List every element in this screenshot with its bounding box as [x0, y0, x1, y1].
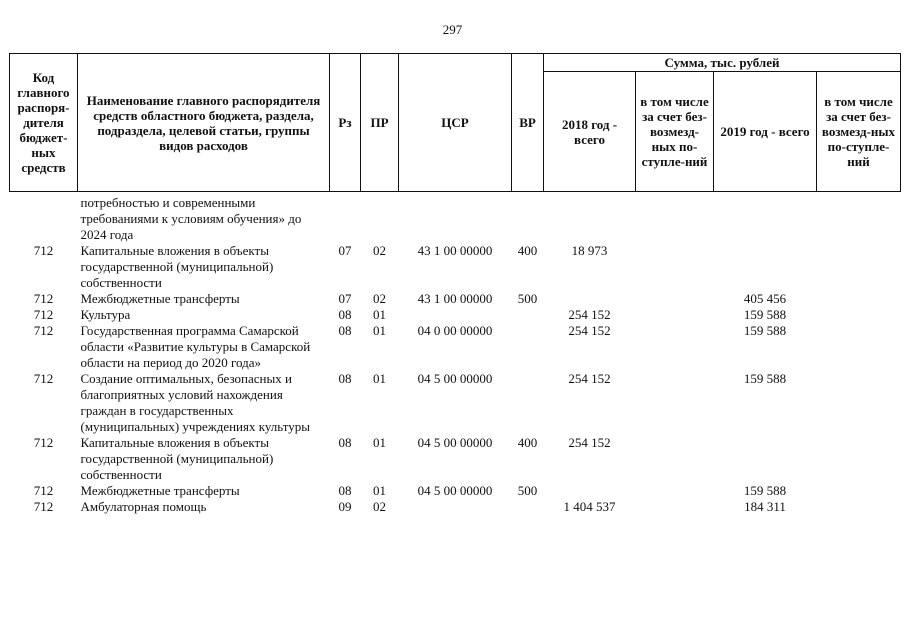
row-rz: 08 [338, 435, 352, 450]
row-2019-total [714, 435, 817, 483]
header-sum: Сумма, тыс. рублей [544, 54, 901, 72]
header-pr: ПР [361, 54, 399, 192]
row-2018-total: 254 152 [568, 307, 611, 322]
row-code: 712 [33, 243, 54, 258]
row-csr: 04 5 00 00000 [417, 371, 493, 386]
row-vr: 400 [517, 435, 538, 450]
row-name: потребностью и современными требованиями к условиям обучения» до 2024 года [80, 195, 302, 242]
row-vr [512, 307, 544, 323]
row-2019-free [817, 483, 901, 499]
row-2019-total: 184 311 [744, 499, 786, 514]
row-name: Межбюджетные трансферты [80, 291, 240, 306]
row-name: Культура [80, 307, 131, 322]
row-pr: 01 [373, 371, 386, 386]
row-csr [399, 499, 512, 515]
row-2019-total: 159 588 [743, 323, 787, 338]
row-2019-free [817, 371, 901, 435]
row-rz [330, 192, 361, 244]
row-csr: 04 5 00 00000 [417, 435, 493, 450]
row-code: 712 [33, 499, 54, 514]
row-code: 712 [33, 323, 54, 338]
row-rz: 08 [338, 307, 352, 322]
row-2018-free [636, 323, 714, 371]
row-code: 712 [33, 371, 54, 386]
row-2018-free [636, 483, 714, 499]
header-2019-free: в том числе за счет без-возмезд-ных по-ступле-ний [817, 72, 901, 192]
header-rz: Рз [330, 54, 361, 192]
row-2019-free [817, 291, 901, 307]
row-rz: 09 [338, 499, 352, 514]
row-rz: 07 [338, 291, 352, 306]
row-rz: 08 [338, 323, 352, 338]
table-row [10, 435, 901, 483]
table-row [10, 243, 901, 291]
row-2018-total: 254 152 [568, 323, 611, 338]
page-number: 297 [442, 22, 463, 37]
row-csr: 43 1 00 00000 [417, 243, 493, 258]
row-name: Государственная программа Самарской области «Развитие культуры в Самарской области на период до 2020 года» [80, 323, 311, 370]
row-name: Капитальные вложения в объекты государственной (муниципальной) собственности [80, 435, 274, 482]
row-2018-total: 254 152 [568, 435, 611, 450]
row-pr: 01 [373, 435, 386, 450]
table-row [10, 192, 901, 244]
row-2018-total [544, 291, 636, 307]
row-2018-total: 1 404 537 [563, 499, 616, 514]
table-body [10, 192, 901, 516]
row-2019-total [714, 192, 817, 244]
row-code: 712 [33, 291, 54, 306]
row-2018-free [636, 291, 714, 307]
header-2018-free: в том числе за счет без-возмезд-ных по-ступле-ний [636, 72, 714, 192]
row-2018-free [636, 371, 714, 435]
header-vr: ВР [512, 54, 544, 192]
row-pr: 02 [373, 243, 386, 258]
row-2019-free [817, 499, 901, 515]
row-vr [512, 371, 544, 435]
row-name: Создание оптимальных, безопасных и благоприятных условий нахождения граждан в государственных (муниципальных) учреждениях культуры [80, 371, 310, 434]
row-2019-total: 159 588 [743, 483, 787, 498]
row-2019-total: 159 588 [743, 371, 787, 386]
budget-table [9, 53, 901, 515]
header-name: Наименование главного распорядителя средств областного бюджета, раздела, подраздела, целевой статьи, группы видов расходов [78, 54, 330, 192]
row-2019-total: 159 588 [743, 307, 787, 322]
row-pr: 01 [373, 483, 386, 498]
row-2019-free [817, 435, 901, 483]
table-row [10, 499, 901, 515]
row-2018-total [544, 483, 636, 499]
row-rz: 07 [338, 243, 352, 258]
row-pr [361, 192, 399, 244]
row-code: 712 [33, 435, 54, 450]
row-rz: 08 [338, 483, 352, 498]
table-row [10, 307, 901, 323]
row-2019-free [817, 243, 901, 291]
row-2019-free [817, 307, 901, 323]
row-2019-total: 405 456 [743, 291, 787, 306]
row-vr: 500 [517, 291, 538, 306]
row-2018-free [636, 499, 714, 515]
row-pr: 01 [373, 323, 386, 338]
row-csr: 04 0 00 00000 [417, 323, 493, 338]
row-2018-total [544, 192, 636, 244]
row-vr: 400 [517, 243, 538, 258]
row-csr: 43 1 00 00000 [417, 291, 493, 306]
row-vr [512, 323, 544, 371]
table-row [10, 323, 901, 371]
row-name: Амбулаторная помощь [80, 499, 207, 514]
row-2018-free [636, 243, 714, 291]
row-csr: 04 5 00 00000 [417, 483, 493, 498]
table-row [10, 371, 901, 435]
row-2019-free [817, 323, 901, 371]
row-pr: 02 [373, 499, 386, 514]
row-2018-free [636, 192, 714, 244]
header-csr: ЦСР [399, 54, 512, 192]
header-2019-total: 2019 год - всего [714, 72, 817, 192]
row-rz: 08 [338, 371, 352, 386]
row-pr: 01 [373, 307, 386, 322]
row-2019-free [817, 192, 901, 244]
row-code: 712 [33, 307, 54, 322]
row-2018-total: 254 152 [568, 371, 611, 386]
row-vr [512, 499, 544, 515]
row-name: Межбюджетные трансферты [80, 483, 240, 498]
row-2018-free [636, 435, 714, 483]
row-vr [512, 192, 544, 244]
row-csr [399, 192, 512, 244]
header-2018-total: 2018 год - всего [544, 72, 636, 192]
row-2018-total: 18 973 [571, 243, 608, 258]
row-pr: 02 [373, 291, 386, 306]
row-csr [399, 307, 512, 323]
row-2018-free [636, 307, 714, 323]
row-vr: 500 [517, 483, 538, 498]
header-code: Код главного распоря-дителя бюджет-ных средств [10, 54, 78, 192]
row-code: 712 [33, 483, 54, 498]
row-code [10, 192, 78, 244]
row-2019-total [714, 243, 817, 291]
row-name: Капитальные вложения в объекты государственной (муниципальной) собственности [80, 243, 274, 290]
table-row [10, 483, 901, 499]
table-row [10, 291, 901, 307]
